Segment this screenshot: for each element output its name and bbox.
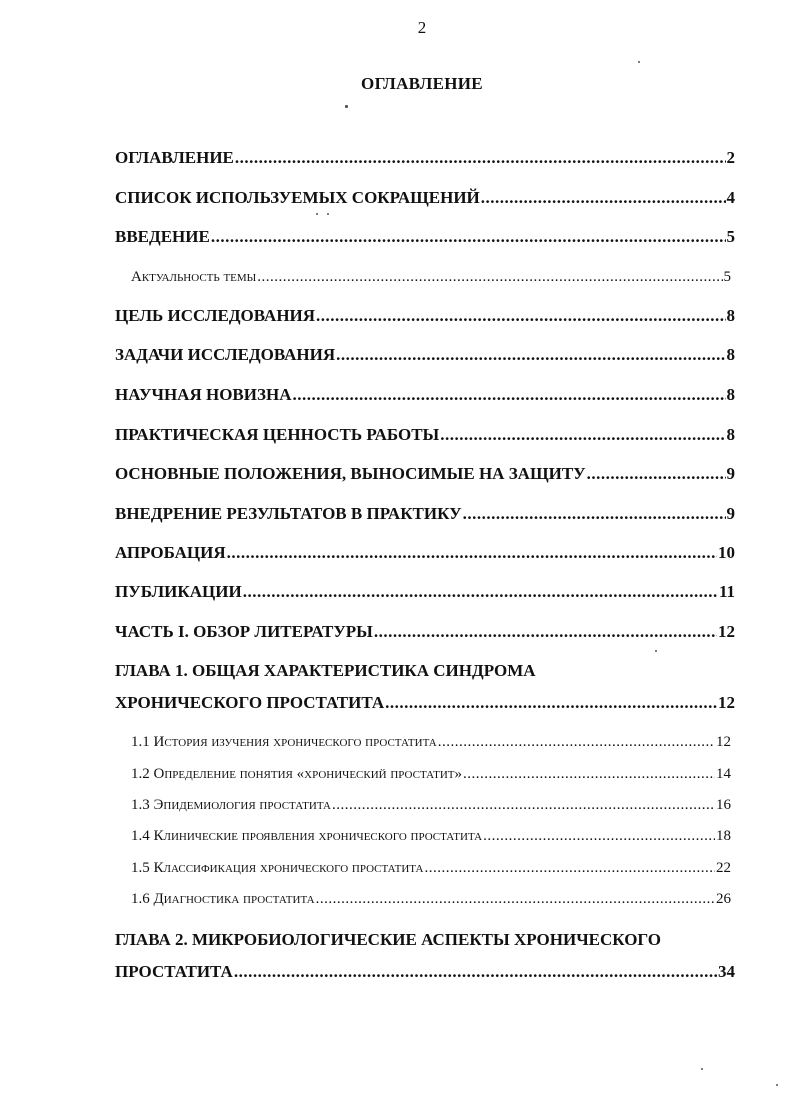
toc-entry-research-tasks[interactable] xyxy=(115,345,735,365)
toc-entry-page: 8 xyxy=(726,425,735,444)
toc-entry-page: 16 xyxy=(716,797,731,813)
toc-heading: ОГЛАВЛЕНИЕ xyxy=(361,74,483,93)
scan-speck xyxy=(655,650,657,652)
toc-entry-page: 12 xyxy=(718,622,735,641)
toc-entry-title: ПРАКТИЧЕСКАЯ ЦЕННОСТЬ РАБОТЫ xyxy=(115,425,440,444)
toc-entry-chapter-two-line1[interactable]: ГЛАВА 2. МИКРОБИОЛОГИЧЕСКИЕ АСПЕКТЫ ХРОНИЧЕСКОГО xyxy=(115,930,662,949)
scan-speck xyxy=(316,213,318,215)
toc-entry-title: ВВЕДЕНИЕ xyxy=(115,227,210,246)
toc-entry-section-1-2[interactable] xyxy=(131,766,731,783)
toc-entry-page: 26 xyxy=(716,891,731,907)
toc-entry-section-1-3[interactable] xyxy=(131,797,731,814)
toc-entry-title: ВНЕДРЕНИЕ РЕЗУЛЬТАТОВ В ПРАКТИКУ xyxy=(115,504,462,523)
dot-leader xyxy=(463,504,726,524)
dot-leader xyxy=(332,797,715,814)
toc-entry-section-1-1[interactable] xyxy=(131,734,731,751)
dot-leader xyxy=(235,148,726,168)
dot-leader xyxy=(316,891,715,908)
dot-leader xyxy=(385,693,717,713)
toc-entry-chapter-one[interactable] xyxy=(115,693,735,713)
toc-entry-title: ПУБЛИКАЦИИ xyxy=(115,582,242,601)
dot-leader xyxy=(440,425,725,445)
toc-entry-page: 12 xyxy=(716,734,731,750)
toc-entry-title: СПИСОК ИСПОЛЬЗУЕМЫХ СОКРАЩЕНИЙ xyxy=(115,188,480,207)
toc-entry-novelty[interactable] xyxy=(115,385,735,405)
toc-entry-page: 8 xyxy=(726,306,735,325)
dot-leader xyxy=(257,269,722,286)
dot-leader xyxy=(424,860,715,877)
toc-entry-page: 34 xyxy=(718,962,735,981)
toc-entry-publications[interactable] xyxy=(115,582,735,602)
toc-entry-chapter-two[interactable] xyxy=(115,962,735,982)
toc-entry-title: 1.1 История изучения хронического простатита xyxy=(131,734,437,750)
toc-entry-page: 5 xyxy=(726,227,735,246)
toc-entry-page: 4 xyxy=(726,188,735,207)
toc-entry-page: 5 xyxy=(723,269,731,285)
page-number: 2 xyxy=(417,18,427,37)
toc-entry-practical-value[interactable] xyxy=(115,425,735,445)
scan-speck xyxy=(327,213,329,215)
scan-speck xyxy=(638,61,640,63)
toc-entry-page: 18 xyxy=(716,828,731,844)
dot-leader xyxy=(336,345,725,365)
toc-entry-page: 12 xyxy=(718,693,735,712)
toc-entry-part-one[interactable] xyxy=(115,622,735,642)
toc-entry-page: 8 xyxy=(726,385,735,404)
toc-entry-title: НАУЧНАЯ НОВИЗНА xyxy=(115,385,292,404)
toc-entry-title: ОГЛАВЛЕНИЕ xyxy=(115,148,234,167)
scan-speck xyxy=(701,1068,703,1070)
dot-leader xyxy=(292,385,725,405)
toc-entry-approbation[interactable] xyxy=(115,543,735,563)
scan-speck xyxy=(776,1084,778,1086)
toc-entry-title: 1.6 Диагностика простатита xyxy=(131,891,315,907)
toc-entry-page: 22 xyxy=(716,860,731,876)
toc-entry-title: 1.2 Определение понятия «хронический простатит» xyxy=(131,766,462,782)
dot-leader xyxy=(438,734,715,751)
dot-leader xyxy=(316,306,725,326)
toc-entry-implementation[interactable] xyxy=(115,504,735,524)
toc-entry-title: Актуальность темы xyxy=(131,269,257,285)
toc-entry-title: ЦЕЛЬ ИССЛЕДОВАНИЯ xyxy=(115,306,316,325)
toc-entry-abbreviations[interactable] xyxy=(115,188,735,208)
toc-entry-title: ПРОСТАТИТА xyxy=(115,962,233,981)
toc-entry-title: ХРОНИЧЕСКОГО ПРОСТАТИТА xyxy=(115,693,385,712)
toc-entry-title: ЗАДАЧИ ИССЛЕДОВАНИЯ xyxy=(115,345,336,364)
toc-entry-research-goal[interactable] xyxy=(115,306,735,326)
toc-entry-section-1-4[interactable] xyxy=(131,828,731,845)
dot-leader xyxy=(463,766,715,783)
toc-entry-page: 9 xyxy=(726,504,735,523)
scan-speck xyxy=(345,105,348,108)
toc-entry-section-1-6[interactable] xyxy=(131,891,731,908)
toc-entry-title: АПРОБАЦИЯ xyxy=(115,543,226,562)
toc-entry-page: 11 xyxy=(718,582,735,601)
toc-entry-relevance[interactable] xyxy=(131,269,731,286)
toc-entry-title: 1.4 Клинические проявления хронического простатита xyxy=(131,828,483,844)
toc-entry-title: ЧАСТЬ I. ОБЗОР ЛИТЕРАТУРЫ xyxy=(115,622,373,641)
toc-entry-main-provisions[interactable] xyxy=(115,464,735,484)
dot-leader xyxy=(227,543,717,563)
toc-entry-page: 8 xyxy=(726,345,735,364)
dot-leader xyxy=(483,828,715,845)
toc-entry-title: 1.5 Классификация хронического простатита xyxy=(131,860,424,876)
toc-entry-page: 9 xyxy=(726,464,735,483)
dot-leader xyxy=(587,464,726,484)
dot-leader xyxy=(211,227,726,247)
dot-leader xyxy=(481,188,726,208)
toc-entry-introduction[interactable] xyxy=(115,227,735,247)
toc-entry-section-1-5[interactable] xyxy=(131,860,731,877)
toc-entry-chapter-one-line1[interactable]: ГЛАВА 1. ОБЩАЯ ХАРАКТЕРИСТИКА СИНДРОМА xyxy=(115,661,536,680)
toc-entry-contents[interactable] xyxy=(115,148,735,168)
toc-entry-page: 2 xyxy=(726,148,735,167)
dot-leader xyxy=(374,622,717,642)
dot-leader xyxy=(234,962,717,982)
toc-entry-page: 10 xyxy=(718,543,735,562)
dot-leader xyxy=(243,582,718,602)
toc-entry-title: ОСНОВНЫЕ ПОЛОЖЕНИЯ, ВЫНОСИМЫЕ НА ЗАЩИТУ xyxy=(115,464,586,483)
toc-entry-page: 14 xyxy=(716,766,731,782)
toc-entry-title: 1.3 Эпидемиология простатита xyxy=(131,797,331,813)
